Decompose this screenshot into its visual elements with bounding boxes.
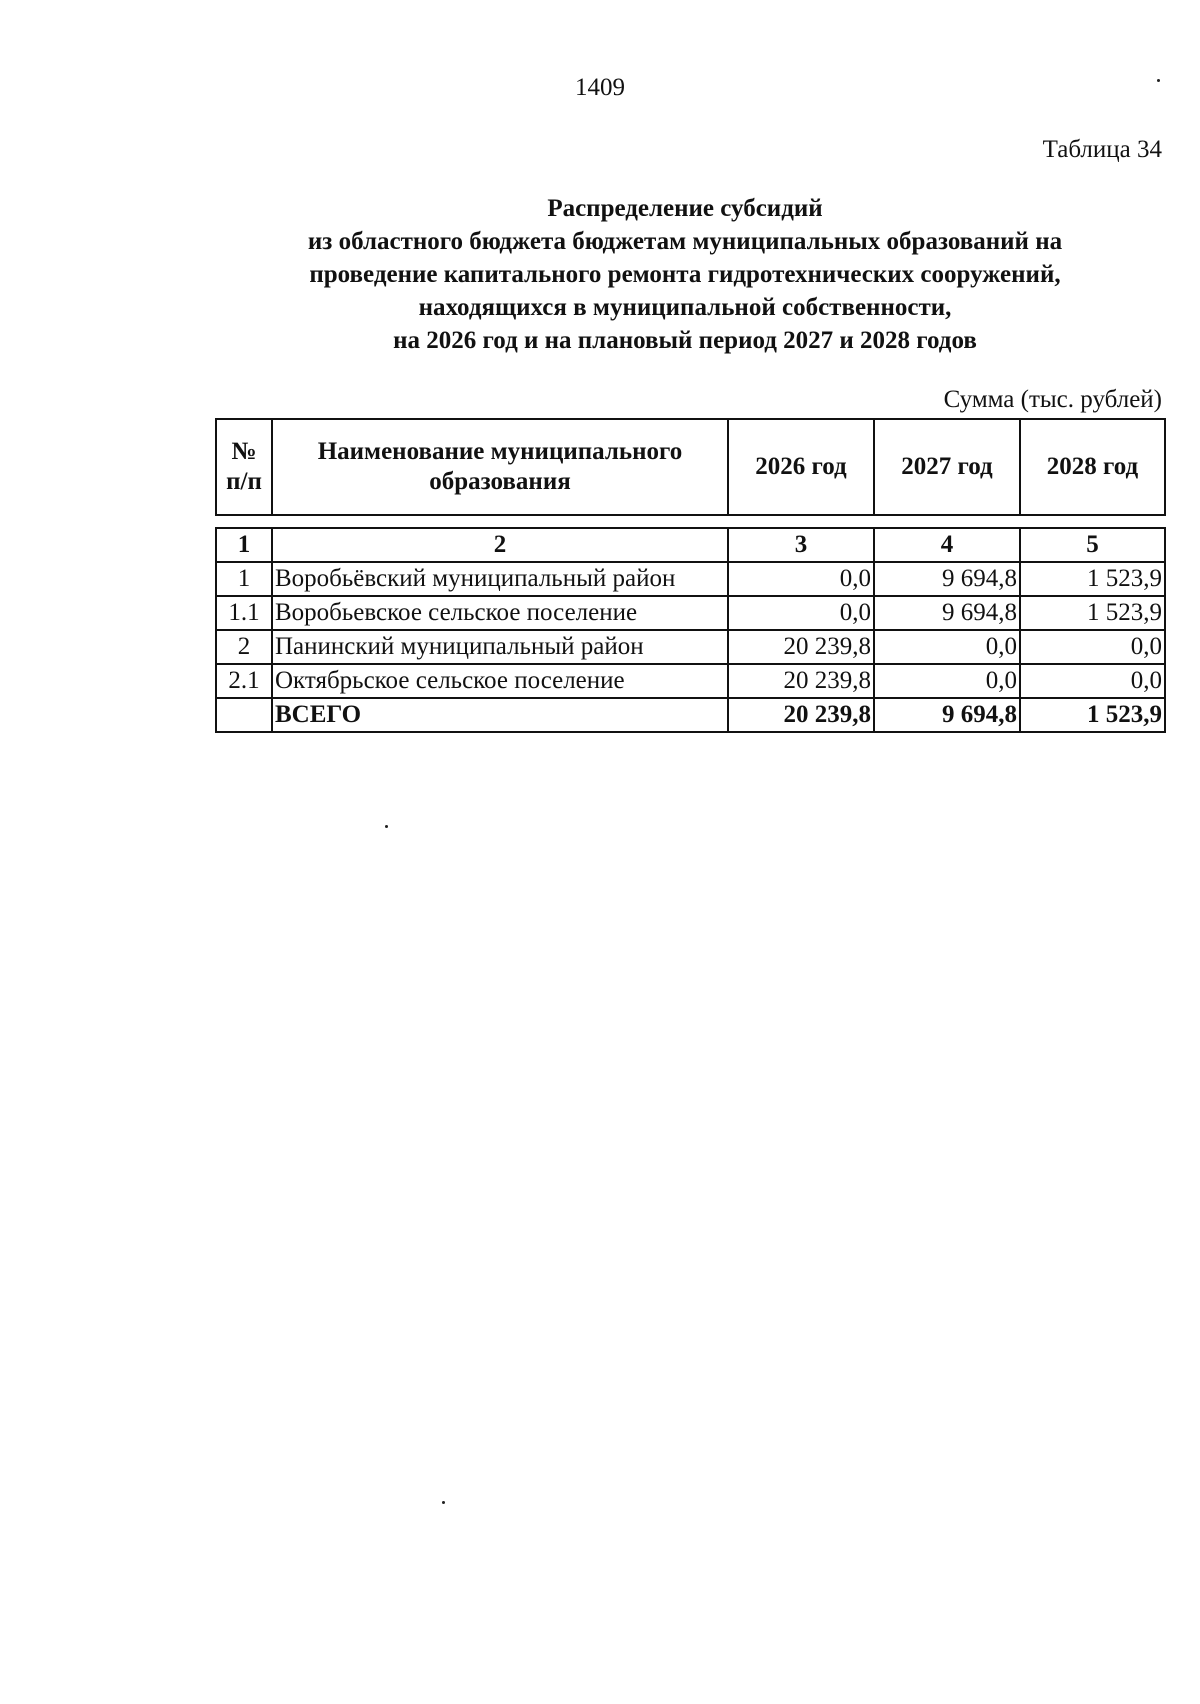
value-2027: 0,0	[874, 630, 1020, 664]
header-2026: 2026 год	[728, 419, 874, 515]
title-line: из областного бюджета бюджетам муниципальных образований на	[307, 228, 1063, 255]
value-2026: 0,0	[728, 562, 874, 596]
column-number: 3	[728, 528, 874, 562]
title-line: проведение капитального ремонта гидротехнических сооружений,	[309, 261, 1061, 288]
column-number: 4	[874, 528, 1020, 562]
total-row	[216, 698, 1165, 732]
row-index: 2	[216, 630, 272, 664]
column-number: 5	[1020, 528, 1165, 562]
total-index	[216, 698, 272, 732]
value-2026: 20 239,8	[728, 630, 874, 664]
table-row	[216, 664, 1165, 698]
value-2027: 0,0	[874, 664, 1020, 698]
total-2028: 1 523,9	[1020, 698, 1165, 732]
total-label: ВСЕГО	[272, 698, 728, 732]
table-row	[216, 562, 1165, 596]
header-number: № п/п	[216, 419, 272, 515]
value-2028: 0,0	[1020, 664, 1165, 698]
scan-speck	[385, 825, 388, 828]
page-number: 1409	[575, 74, 625, 101]
row-index: 1	[216, 562, 272, 596]
title-line: Распределение субсидий	[547, 195, 823, 222]
header-2027: 2027 год	[874, 419, 1020, 515]
row-name: Воробьёвский муниципальный район	[272, 562, 728, 596]
column-number: 1	[216, 528, 272, 562]
header-2028: 2028 год	[1020, 419, 1165, 515]
table-row	[216, 596, 1165, 630]
value-2028: 1 523,9	[1020, 596, 1165, 630]
units-label: Сумма (тыс. рублей)	[943, 386, 1162, 413]
scan-speck	[1157, 79, 1160, 82]
row-name: Октябрьское сельское поселение	[272, 664, 728, 698]
header-name: Наименование муниципального образования	[272, 419, 728, 515]
document-title	[170, 192, 1200, 357]
value-2026: 0,0	[728, 596, 874, 630]
row-name: Воробьевское сельское поселение	[272, 596, 728, 630]
table-row	[216, 630, 1165, 664]
total-2026: 20 239,8	[728, 698, 874, 732]
row-name: Панинский муниципальный район	[272, 630, 728, 664]
value-2028: 1 523,9	[1020, 562, 1165, 596]
column-number-row	[216, 528, 1165, 562]
total-2027: 9 694,8	[874, 698, 1020, 732]
table-label: Таблица 34	[1042, 136, 1162, 163]
value-2028: 0,0	[1020, 630, 1165, 664]
value-2027: 9 694,8	[874, 596, 1020, 630]
row-index: 2.1	[216, 664, 272, 698]
scan-speck	[442, 1501, 445, 1504]
value-2027: 9 694,8	[874, 562, 1020, 596]
subsidy-table	[215, 527, 1166, 733]
value-2026: 20 239,8	[728, 664, 874, 698]
table-header	[215, 418, 1166, 516]
title-line: на 2026 год и на плановый период 2027 и 2028 годов	[393, 327, 977, 354]
title-line: находящихся в муниципальной собственности,	[418, 294, 952, 321]
column-number: 2	[272, 528, 728, 562]
row-index: 1.1	[216, 596, 272, 630]
